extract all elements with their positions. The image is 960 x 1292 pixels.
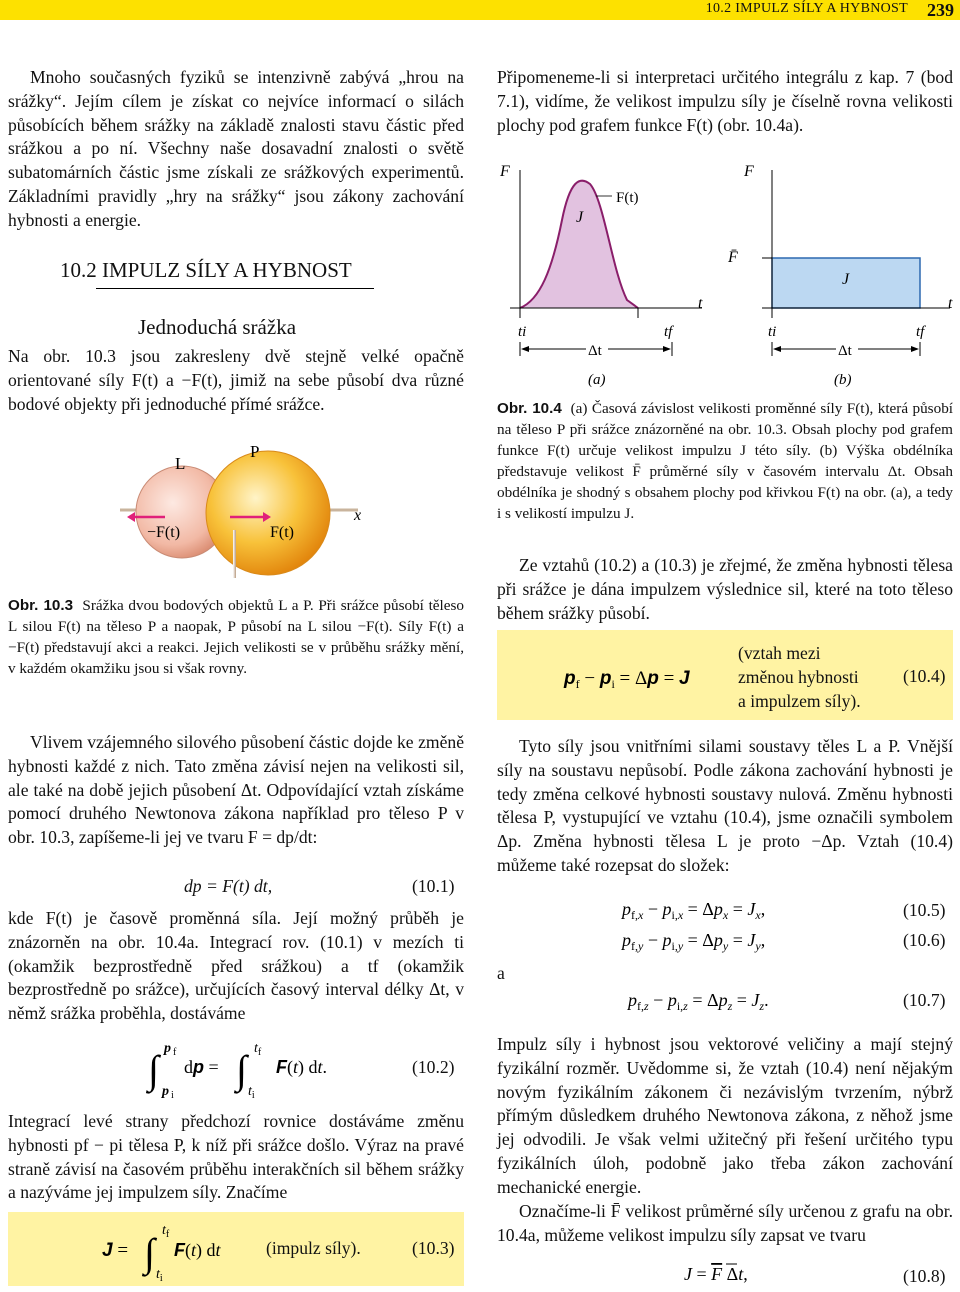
area-label-b: J [842, 271, 850, 288]
dt-label-b: Δt [838, 343, 852, 359]
limit-tf-3: $t_f$ [162, 1223, 170, 1240]
caption-10-4-label: Obr. 10.4 [497, 400, 562, 417]
momentum-impulse-paragraph: Ze vztahů (10.2) a (10.3) je zřejmé, že změna hybnosti tělesa při srážce je dána impulzem výslednice sil, které na toto těleso během srážky působí. [497, 555, 953, 623]
integral-interpretation-paragraph: Připomeneme-li si interpretaci určitého integrálu z kap. 7 (bod 7.1), vidíme, že velikost impulzu síly je číselně rovna velikosti plochy pod grafem funkce F(t) (obr. 10.4a). [497, 67, 953, 135]
integration-paragraph: kde F(t) je časově proměnná síla. Její možný průběh je znázorněn na obr. 10.4a. Integrací rov. (10.1) v mezích ti (okamžik bezprostředně před srážkou) a tf (okamžik bezprostředně po srážce), určujících časový interval délky Δt, v němž srážka proběhla, dostáváme [8, 908, 464, 1024]
eq3-lhs: J = [102, 1240, 129, 1261]
momentum-change-paragraph: Vlivem vzájemného silového působení částic dojde ke změně hybnosti každé z nich. Tato změna závisí nejen na velikosti sil, ale také na době jejich působení Δt. Odpovídající vztah získáme pomocí druhého Newtonova zákona například pro těleso P v obr. 10.3, zapíšeme-li jej ve tvaru F = dp/dt: [8, 732, 464, 848]
eq4-note-3: a impulzem síly). [738, 691, 861, 711]
sublabel-a: (a) [588, 372, 606, 388]
integral-sign-2: ∫ [236, 1047, 247, 1092]
force-label-right: F(t) [270, 524, 294, 541]
eq2-lhs: dp = [184, 1057, 219, 1077]
arrowhead-left [127, 512, 135, 522]
tf-label-b: tf [916, 324, 925, 340]
eq-num-10-8: (10.8) [903, 1266, 946, 1286]
limit-ti: $t_i$ [248, 1084, 255, 1099]
x-axis-label: x [354, 507, 362, 524]
vector-quantities-paragraph: Impulz síly i hybnost jsou vektorové veličiny a mají stejný fyzikální rozměr. Uvědomme si, že vztah (10.4) není nějakým novým fyzikálním zákonem či nezávislým tvrzením, nýbrž přímým důsledkem druhého Newtonova zákona, z něhož jsme jej odvodili. Je však velmi užitečný při řešení určitého typu fyzikálních úloh, podobně jako třeba zákon zachování mechanické energie. [497, 1034, 953, 1197]
equation-10-3 [100, 1216, 270, 1282]
equation-10-6 [620, 924, 840, 954]
subsection-title: Jednoduchá srážka [138, 315, 297, 339]
label-P: P [250, 442, 260, 461]
limit-pi: p [162, 1084, 169, 1099]
dt-arrow-right-b [911, 346, 919, 352]
x-label-a: t [698, 295, 703, 312]
eq-num-10-3: (10.3) [412, 1238, 455, 1258]
eq-num-10-6: (10.6) [903, 930, 946, 950]
integral-sign-3: ∫ [144, 1230, 155, 1275]
ti-label-a: ti [518, 324, 527, 340]
system-paragraph: Tyto síly jsou vnitřními silami soustavy těles L a P. Vnější síly na soustavu nepůsobí. Podle zákona zachování hybnosti je tedy změna celkové hybnosti soustavy nulová. Změnu hybnosti tělesa P, vystupující ve vztahu (10.4), jsme označili symbolem Δp. Změna hybnosti tělesa L je proto −Δp. Vztah (10.4) můžeme také rozepsat do složek: [497, 736, 953, 875]
eq-num-10-5: (10.5) [903, 900, 946, 920]
equation-10-5 [620, 893, 840, 923]
intro-paragraph: Mnoho současných fyziků se intenzivně zabývá „hrou na srážky“. Jejím cílem je získat co nejvíce informací o silách působících během srážky na základě znalosti stavu částic před srážkou a po ní. Všechny naše dosavadní znalosti o světě subatomárních částic jsme získali ze srážkových experimentů. Základními pravidly „hry na srážky“ jsou zákony zachování hybnosti a energie. [8, 67, 464, 230]
eq-num-10-2: (10.2) [412, 1057, 455, 1077]
average-force-paragraph: Označíme-li F̄ velikost průměrné síly určenou z grafu na obr. 10.4a, můžeme velikost impulzu síly zapsat ve tvaru [497, 1201, 953, 1245]
equation-10-7 [626, 984, 846, 1014]
contact-line [233, 530, 236, 578]
eq4-note-2: změnou hybnosti [738, 667, 859, 687]
figure-10-4b [722, 150, 958, 390]
section-rule [96, 288, 374, 289]
equation-10-2 [140, 1035, 380, 1099]
equation-10-4 [560, 660, 730, 694]
conjunction-a: a [497, 963, 505, 983]
dt-arrow-left-b [773, 346, 781, 352]
sublabel-b: (b) [834, 372, 852, 388]
eq4-note-1: (vztah mezi [738, 643, 821, 663]
eq-num-10-4: (10.4) [903, 666, 946, 686]
eq7-expr: $p_{f,}z - p_{i,}z = \Delta p_z = J_z$. [628, 990, 769, 1013]
eq-num-10-7: (10.7) [903, 990, 946, 1010]
limit-pf: p [164, 1041, 171, 1056]
caption-10-4-text: (a) Časová závislost velikosti proměnné síly F(t), která působí na těleso P při srážce znázorněné na obr. 10.3. Obsah plochy pod grafem funkce F(t) určuje velikost impulzu J této síly. (b) Výška obdélníka představuje velikost F̄ průměrné síly v časovém intervalu Δt. Obsah obdélníka je shodný s obsahem plochy pod křivkou F(t) na obr. (a), a tedy i s velikostí impulzu J. [497, 400, 954, 522]
eq5-expr: $p_{f,}x - p_{i,}x = \Delta p_x = J_x$, [622, 899, 766, 922]
force-label-left: −F(t) [147, 524, 181, 541]
curve-label: F(t) [616, 190, 639, 206]
dt-arrow-right-a [663, 346, 671, 352]
caption-10-3-text: Srážka dvou bodových objektů L a P. Při srážce působí těleso L silou F(t) na těleso P a naopak, P působí na L silou −F(t). Síly F(t) a −F(t) představují akci a reakci. Jejich velikosti se v průběhu srážky mění, v každém okamžiku jsou si však rovny. [8, 597, 464, 677]
eq-num-10-1: (10.1) [412, 876, 455, 896]
caption-10-3 [8, 595, 464, 679]
tf-label-a: tf [664, 324, 673, 340]
eq6-expr: $p_{f,}y - p_{i,}y = \Delta p_y = J_y$, [622, 930, 766, 953]
section-title: 10.2 IMPULZ SÍLY A HYBNOST [60, 258, 352, 282]
limit-tf: $t_f$ [254, 1041, 262, 1058]
dt-arrow-left-a [521, 346, 529, 352]
eq2-rhs: F(t) dt. [276, 1057, 328, 1077]
area-label-a: J [576, 209, 584, 226]
impulse-definition-paragraph: Integrací levé strany předchozí rovnice dostáváme změnu hybnosti pf − pi tělesa P, k níž při srážce došlo. Výraz na pravé straně závisí na časovém průběhu interakčních sil během srážky a nazýváme jej impulzem síly. Značíme [8, 1111, 464, 1203]
eq3-rhs: F(t) dt [174, 1240, 221, 1260]
caption-10-4 [497, 398, 953, 524]
eq3-note: (impulz síly). [266, 1238, 361, 1258]
limit-pf-sub: f [173, 1047, 177, 1058]
object-P [206, 451, 330, 575]
eq4-expr: $p_f - p_i = \Delta p = J$ [564, 668, 690, 691]
eq8-expr: J = F Δt, [684, 1264, 748, 1284]
page-number: 239 [927, 0, 954, 20]
label-L: L [175, 454, 186, 473]
integral-sign-1: ∫ [148, 1047, 159, 1092]
caption-10-3-label: Obr. 10.3 [8, 597, 74, 614]
fbar-label: F̄ [728, 249, 738, 266]
ti-label-b: ti [768, 324, 777, 340]
figure-10-3 [120, 430, 380, 580]
dt-label-a: Δt [588, 343, 602, 359]
limit-ti-3: $t_i$ [156, 1267, 163, 1282]
figure-10-4a [492, 150, 718, 390]
collision-paragraph: Na obr. 10.3 jsou zakresleny dvě stejně velké opačně orientované síly F(t) a −F(t), jimiž na sebe působí dva různé bodové objekty při jednoduché přímé srážce. [8, 346, 464, 414]
running-header: 10.2 IMPULZ SÍLY A HYBNOST [705, 1, 908, 16]
limit-pi-sub: i [171, 1090, 174, 1099]
x-label-b: t [948, 295, 953, 312]
equation-10-8 [682, 1260, 792, 1288]
y-label-b: F [744, 163, 754, 180]
y-label-a: F [500, 163, 510, 180]
equation-10-1: dp = F(t) dt, [184, 876, 273, 896]
